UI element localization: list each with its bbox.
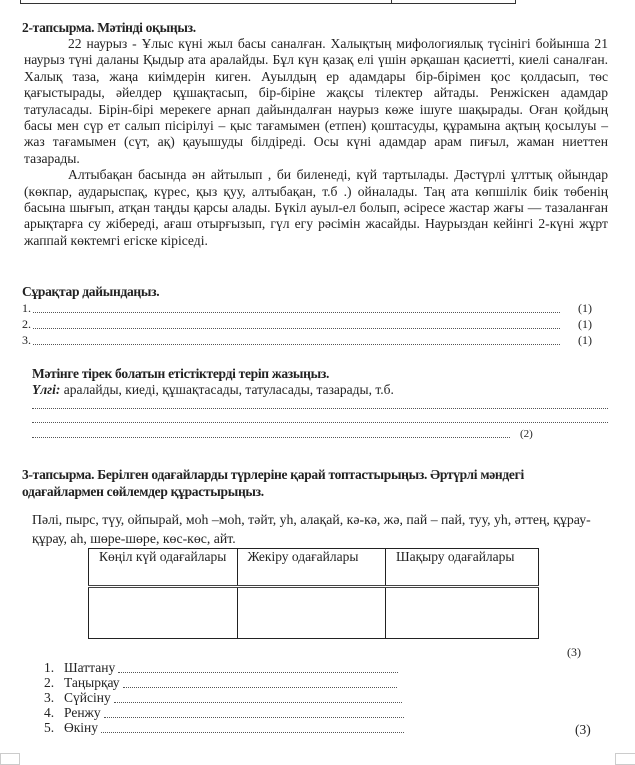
header-mood: Көңіл күй одағайлары [89, 549, 238, 587]
answer-line[interactable] [32, 422, 608, 423]
answer-line[interactable] [32, 437, 510, 438]
list-number: 2. [44, 674, 55, 690]
answer-dots [33, 304, 560, 313]
previous-table-bottom [20, 0, 516, 4]
verbs-score: (2) [520, 428, 533, 440]
paragraph-1: 22 наурыз - Ұлыс күні жыл басы саналған. Халықтың мифологиялық түсінігі бойынша 21 наурыз түні даланы Қыдыр ата аралайды. Бұл күн қазақ елі үшін әрқашан қасиетті, киелі саналған. Халық таза, жаңа киімдерін киген. Ауылдың ер адамдары бір-бірімен қос қолдасып, төс қағыстырады, әйелдер құшақтасып, бір-біріне жақсы тілектер айтады. Ренжіскен адамдар татуласады. Бірін-бірі мерекеге арнап дайындалған наурыз көже ішуге шақырады. Оған қойдың басы мен сүр ет салып пісірілуі – қыс тағамымен (етпен) қоштасуды, құрамына ақтың қосылуы – жаз тағамымен (сүт, ақ) қауышуды білдіреді. Осы күні адамдар арам пиғыл, жаман ниеттен тазарады. [24, 36, 608, 166]
score: (1) [578, 316, 592, 331]
classification-table [88, 548, 539, 639]
list-item[interactable] [44, 660, 398, 675]
answer-dots [33, 320, 560, 329]
question-line[interactable] [22, 316, 592, 332]
list-word: Ренжу [64, 704, 101, 720]
answer-dots [101, 723, 404, 733]
list-number: 1. [44, 659, 55, 675]
answer-line[interactable] [32, 408, 608, 409]
list-word: Сүйсіну [64, 689, 111, 705]
answer-dots [123, 678, 397, 688]
example-line [32, 382, 394, 398]
task2-title: 2-тапсырма. Мәтінді оқыңыз. [22, 20, 196, 35]
question-line[interactable] [22, 300, 592, 316]
question-line[interactable] [22, 332, 592, 348]
list-item[interactable] [44, 675, 397, 690]
answer-dots [104, 708, 404, 718]
cell-call-input[interactable] [386, 587, 539, 639]
page-corner-left [0, 753, 20, 765]
question-number: 2. [22, 316, 31, 331]
page-corner-right [615, 753, 635, 765]
question-number: 3. [22, 332, 31, 347]
table-score: (3) [567, 645, 581, 659]
header-call: Шақыру одағайлары [386, 549, 539, 587]
list-item[interactable] [44, 705, 404, 720]
reading-text [24, 36, 608, 249]
list-number: 4. [44, 704, 55, 720]
paragraph-2: Алтыбақан басында ән айтылып , би биленеді, күй тартылады. Дәстүрлі ұлттық ойындар (көкпар, аударыспақ, күрес, қыз қуу, алтыбақан, т.б .) ойналады. Таң ата көпшілік биік төбенің басына шығып, атқан таңды қарсы алады. Бүкіл ауыл-ел болып, әсіресе жастар жағы — тазаланған арықтарға су жібереді, ағаш отырғызып, гүл егу рәсімін жасайды. Наурыздан кейінгі 2-күні жұрт жаппай көктемгі егіске кіріседі. [24, 167, 608, 248]
example-text: аралайды, киеді, құшақтасады, татуласады, тазарады, т.б. [60, 382, 394, 397]
questions-title: Сұрақтар дайындаңыз. [22, 284, 160, 299]
verbs-title: Мәтінге тірек болатын етістіктерді теріп жазыңыз. [32, 366, 330, 381]
cell-mood-input[interactable] [89, 587, 238, 639]
cell-scold-input[interactable] [237, 587, 386, 639]
answer-dots [118, 663, 398, 673]
answer-dots [33, 336, 560, 345]
list-word: Өкіну [64, 719, 99, 735]
list-item[interactable] [44, 690, 402, 705]
score: (1) [578, 300, 592, 315]
list-number: 5. [44, 719, 55, 735]
list-number: 3. [44, 689, 55, 705]
answer-dots [114, 693, 402, 703]
list-item[interactable] [44, 720, 404, 735]
question-number: 1. [22, 300, 31, 315]
list-word: Таңырқау [64, 674, 120, 690]
list-score: (3) [575, 722, 591, 737]
list-word: Шаттану [64, 659, 116, 675]
interjection-words: Пәлі, пырс, түу, ойпырай, моһ –моһ, тәйт, уһ, алақай, кә-кә, жә, пай – пай, туу, уһ, әттең, құрау-құрау, аһ, шөре-шөре, көс-көс, айт. [32, 512, 591, 546]
score: (1) [578, 332, 592, 347]
header-scold: Жекіру одағайлары [237, 549, 386, 587]
task3-title: 3-тапсырма. Берілген одағайларды түрлеріне қарай топтастырыңыз. Әртүрлі мәндегі одағайлармен сөйлемдер құрастырыңыз. [22, 467, 524, 499]
example-label: Үлгі: [32, 382, 61, 397]
